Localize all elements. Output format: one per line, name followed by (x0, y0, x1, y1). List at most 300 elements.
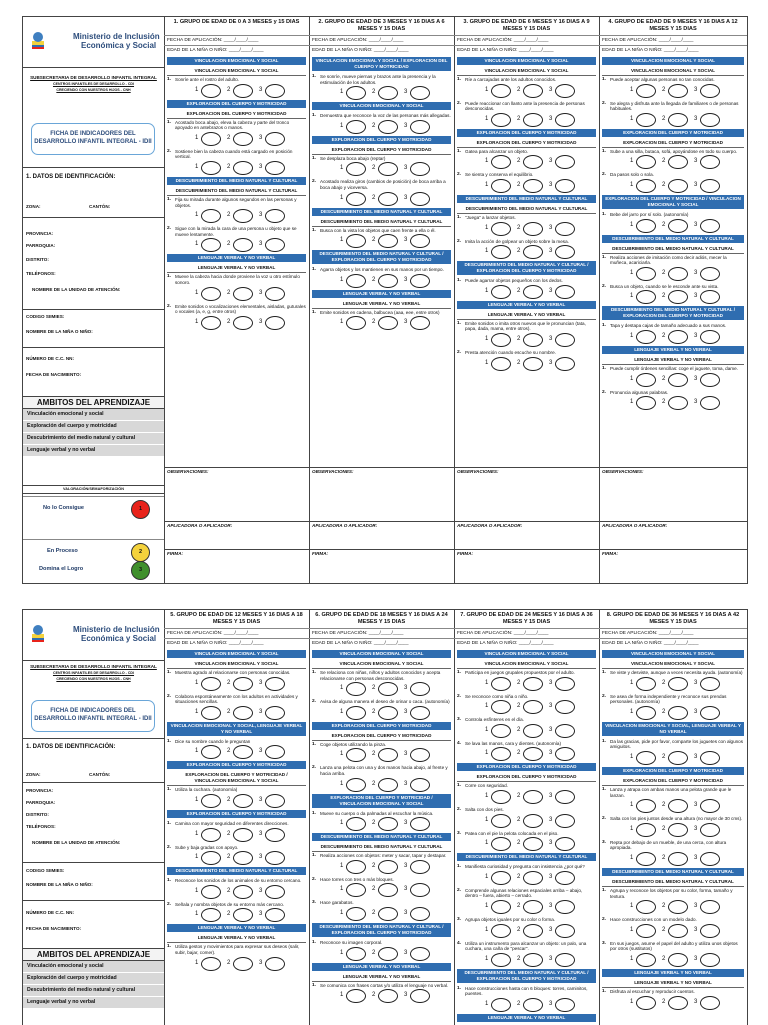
rating-circle[interactable] (201, 794, 221, 808)
fecha-aplicacion-field[interactable]: FECHA DE APLICACIÓN: ____/____/____ (309, 628, 454, 638)
rating-circle[interactable] (668, 267, 688, 281)
rating-options (457, 245, 596, 259)
rating-number: 2 (517, 158, 521, 165)
rating-circle[interactable] (265, 677, 285, 691)
rating-circle[interactable] (491, 222, 511, 236)
indicator-number: 2. (457, 100, 462, 106)
rating-circle[interactable] (491, 871, 511, 885)
fecha-aplicacion-field[interactable]: FECHA DE APLICACIÓN: ____/____/____ (599, 628, 747, 638)
rating-circle[interactable] (378, 86, 398, 100)
indicator-description: Bebe del jarro por sí solo. (autonomía) (610, 211, 689, 217)
rating-circle[interactable] (700, 751, 720, 765)
rating-circle[interactable] (636, 84, 656, 98)
observaciones-field[interactable]: OBSERVACIONES: (164, 467, 309, 520)
rating-circle[interactable] (410, 748, 430, 762)
rating-number: 2 (372, 685, 376, 692)
rating-circle[interactable] (523, 924, 543, 938)
rating-circle[interactable] (233, 745, 253, 759)
rating-number: 3 (549, 792, 553, 799)
rating-number: 3 (549, 181, 553, 188)
rating-circle[interactable] (636, 996, 656, 1010)
rating-circle[interactable] (523, 900, 543, 914)
edad-field[interactable]: EDAD DE LA NIÑA O NIÑO: ____/____/____ (599, 638, 747, 648)
rating-circle[interactable] (636, 113, 656, 127)
rating-circle[interactable] (491, 677, 511, 691)
rating-circle[interactable] (555, 998, 575, 1012)
rating-circle[interactable] (233, 132, 253, 146)
rating-circle[interactable] (346, 234, 366, 248)
rating-circle[interactable] (491, 84, 511, 98)
rating-circle[interactable] (668, 396, 688, 410)
rating-number: 1 (340, 276, 344, 283)
rating-circle[interactable] (668, 84, 688, 98)
firma-field[interactable]: FIRMA: (164, 549, 309, 582)
indicator-number: 2. (167, 901, 172, 907)
rating-circle[interactable] (410, 162, 430, 176)
firma-field[interactable]: FIRMA: (454, 549, 599, 582)
observaciones-field[interactable]: OBSERVACIONES: (599, 467, 747, 520)
observaciones-field[interactable]: OBSERVACIONES: (454, 467, 599, 520)
rating-circle[interactable] (668, 155, 688, 169)
rating-circle[interactable] (700, 706, 720, 720)
firma-field[interactable]: FIRMA: (309, 549, 454, 582)
rating-circle[interactable] (555, 222, 575, 236)
rating-circle[interactable] (265, 132, 285, 146)
rating-circle[interactable] (265, 957, 285, 971)
rating-circle[interactable] (491, 700, 511, 714)
rating-circle[interactable] (555, 724, 575, 738)
rating-circle[interactable] (265, 84, 285, 98)
rating-circle[interactable] (201, 957, 221, 971)
rating-circle[interactable] (491, 113, 511, 127)
rating-circle[interactable] (523, 155, 543, 169)
rating-circle[interactable] (700, 823, 720, 837)
rating-circle[interactable] (201, 132, 221, 146)
rating-circle[interactable] (700, 799, 720, 813)
rating-circle[interactable] (378, 907, 398, 921)
rating-number: 3 (549, 816, 553, 823)
rating-circle[interactable] (523, 179, 543, 193)
rating-circle[interactable] (410, 316, 430, 330)
rating-circle[interactable] (700, 155, 720, 169)
rating-circle[interactable] (201, 209, 221, 223)
edad-field[interactable]: EDAD DE LA NIÑA O NIÑO: ____/____/____ (309, 45, 454, 55)
fecha-aplicacion-field[interactable]: FECHA DE APLICACIÓN: ____/____/____ (454, 35, 599, 45)
rating-circle[interactable] (668, 219, 688, 233)
rating-circle[interactable] (636, 706, 656, 720)
rating-circle[interactable] (668, 677, 688, 691)
telefonos-label: TELÉFONOS: (26, 824, 56, 829)
rating-circle[interactable] (636, 373, 656, 387)
edad-field[interactable]: EDAD DE LA NIÑA O NIÑO: ____/____/____ (164, 638, 309, 648)
indicator-item (454, 740, 599, 762)
rating-circle[interactable] (378, 860, 398, 874)
aplicadora-field[interactable]: APLICADORA O APLICADOR: (309, 521, 454, 548)
rating-circle[interactable] (491, 357, 511, 371)
fecha-aplicacion-field[interactable]: FECHA DE APLICACIÓN: ____/____/____ (164, 35, 309, 45)
rating-circle[interactable] (636, 852, 656, 866)
rating-circle[interactable] (233, 84, 253, 98)
indicator-description: Utiliza gestos y movimientos para expresar sus deseos (salir, subir, bajar, comer). (175, 944, 300, 955)
rating-circle[interactable] (233, 706, 253, 720)
rating-circle[interactable] (233, 677, 253, 691)
rating-circle[interactable] (265, 238, 285, 252)
rating-circle[interactable] (346, 947, 366, 961)
rating-circle[interactable] (346, 817, 366, 831)
rating-circle[interactable] (700, 900, 720, 914)
rating-circle[interactable] (523, 953, 543, 967)
edad-field[interactable]: EDAD DE LA NIÑA O NIÑO: ____/____/____ (454, 45, 599, 55)
rating-circle[interactable] (636, 799, 656, 813)
rating-circle[interactable] (265, 828, 285, 842)
rating-circle[interactable] (346, 682, 366, 696)
rating-number: 3 (259, 318, 263, 325)
indicator-item (599, 365, 747, 387)
rating-circle[interactable] (700, 996, 720, 1010)
rating-circle[interactable] (201, 238, 221, 252)
rating-options (167, 851, 306, 865)
rating-circle[interactable] (523, 245, 543, 259)
rating-circle[interactable] (378, 947, 398, 961)
rating-circle[interactable] (346, 86, 366, 100)
rating-circle[interactable] (668, 953, 688, 967)
rating-circle[interactable] (410, 860, 430, 874)
rating-circle[interactable] (346, 748, 366, 762)
aplicadora-field[interactable]: APLICADORA O APLICADOR: (454, 521, 599, 548)
age-group-column (309, 17, 455, 583)
rating-circle[interactable] (201, 851, 221, 865)
rating-circle[interactable] (636, 751, 656, 765)
rating-circle[interactable] (346, 274, 366, 288)
rating-circle[interactable] (491, 837, 511, 851)
indicator-text (602, 366, 744, 372)
rating-circle[interactable] (201, 885, 221, 899)
rating-circle[interactable] (668, 706, 688, 720)
indicator-text (457, 986, 596, 997)
rating-circle[interactable] (233, 794, 253, 808)
rating-circle[interactable] (201, 677, 221, 691)
rating-circle[interactable] (636, 823, 656, 837)
rating-circle[interactable] (668, 290, 688, 304)
rating-circle[interactable] (491, 245, 511, 259)
indicator-number: 3. (457, 830, 462, 836)
rating-circle[interactable] (668, 852, 688, 866)
rating-circle[interactable] (491, 953, 511, 967)
rating-circle[interactable] (378, 989, 398, 1003)
rating-circle[interactable] (410, 706, 430, 720)
rating-circle[interactable] (491, 724, 511, 738)
rating-circle[interactable] (233, 238, 253, 252)
rating-circle[interactable] (555, 155, 575, 169)
rating-circle[interactable] (555, 924, 575, 938)
rating-circle[interactable] (378, 192, 398, 206)
rating-circle[interactable] (636, 396, 656, 410)
indicator-description: Emite sonidos o imita otros nuevos que le pronuncian (tata, papa, dada, mama, entre otros). (465, 320, 586, 332)
indicator-number: 2. (602, 816, 607, 822)
rating-circle[interactable] (523, 222, 543, 236)
rating-circle[interactable] (636, 290, 656, 304)
rating-circle[interactable] (668, 823, 688, 837)
rating-circle[interactable] (410, 274, 430, 288)
rating-circle[interactable] (201, 287, 221, 301)
edad-field[interactable]: EDAD DE LA NIÑA O NIÑO: ____/____/____ (309, 638, 454, 648)
rating-circle[interactable] (700, 396, 720, 410)
rating-circle[interactable] (668, 996, 688, 1010)
rating-circle[interactable] (491, 285, 511, 299)
indicator-description: Emite sonidos o vocalizaciones elementales, aisladas, guturales o vocales (a, e, g, entre otros) (175, 303, 306, 315)
rating-circle[interactable] (523, 357, 543, 371)
rating-circle[interactable] (636, 953, 656, 967)
rating-circle[interactable] (201, 84, 221, 98)
rating-circle[interactable] (555, 113, 575, 127)
rating-circle[interactable] (233, 316, 253, 330)
rating-circle[interactable] (700, 219, 720, 233)
rating-circle[interactable] (523, 700, 543, 714)
rating-circle[interactable] (491, 333, 511, 347)
rating-circle[interactable] (523, 871, 543, 885)
rating-circle[interactable] (265, 161, 285, 175)
rating-circle[interactable] (555, 333, 575, 347)
rating-circle[interactable] (265, 745, 285, 759)
rating-circle[interactable] (233, 851, 253, 865)
rating-circle[interactable] (346, 192, 366, 206)
rating-circle[interactable] (378, 748, 398, 762)
fecha-aplicacion-field[interactable]: FECHA DE APLICACIÓN: ____/____/____ (309, 35, 454, 45)
rating-circle[interactable] (265, 706, 285, 720)
edad-field[interactable]: EDAD DE LA NIÑA O NIÑO: ____/____/____ (599, 45, 747, 55)
rating-circle[interactable] (636, 155, 656, 169)
rating-circle[interactable] (636, 924, 656, 938)
rating-circle[interactable] (265, 794, 285, 808)
rating-circle[interactable] (265, 287, 285, 301)
rating-circle[interactable] (636, 900, 656, 914)
rating-circle[interactable] (233, 885, 253, 899)
rating-circle[interactable] (265, 851, 285, 865)
rating-number: 1 (485, 902, 489, 909)
rating-circle[interactable] (201, 908, 221, 922)
rating-circle[interactable] (233, 908, 253, 922)
rating-circle[interactable] (201, 161, 221, 175)
rating-circle[interactable] (378, 120, 398, 134)
area-header-bar: DESCUBRIMIENTO DEL MEDIO NATURAL Y CULTURAL (312, 208, 451, 216)
rating-circle[interactable] (410, 192, 430, 206)
area-header-bar: LENGUAJE VERBAL Y NO VERBAL (167, 924, 306, 932)
rating-options (602, 290, 744, 304)
rating-circle[interactable] (265, 908, 285, 922)
fecha-aplicacion-field[interactable]: FECHA DE APLICACIÓN: ____/____/____ (164, 628, 309, 638)
left-panel-1 (23, 17, 165, 583)
rating-circle[interactable] (555, 84, 575, 98)
rating-circle[interactable] (378, 682, 398, 696)
rating-circle[interactable] (668, 900, 688, 914)
rating-number: 1 (485, 86, 489, 93)
aplicadora-field[interactable]: APLICADORA O APLICADOR: (164, 521, 309, 548)
rating-circle[interactable] (410, 682, 430, 696)
rating-circle[interactable] (636, 219, 656, 233)
rating-circle[interactable] (265, 885, 285, 899)
aplicadora-field[interactable]: APLICADORA O APLICADOR: (599, 521, 747, 548)
rating-circle[interactable] (668, 330, 688, 344)
rating-circle[interactable] (636, 267, 656, 281)
rating-circle[interactable] (491, 790, 511, 804)
rating-circle[interactable] (523, 84, 543, 98)
rating-circle[interactable] (410, 778, 430, 792)
indicator-number: 1. (457, 670, 462, 675)
rating-circle[interactable] (668, 113, 688, 127)
rating-circle[interactable] (523, 285, 543, 299)
edad-field[interactable]: EDAD DE LA NIÑA O NIÑO: ____/____/____ (454, 638, 599, 648)
rating-circle[interactable] (346, 706, 366, 720)
rating-circle[interactable] (346, 162, 366, 176)
centros-label: CENTROS INFANTILES DE DESARROLLO - CDI (52, 671, 135, 675)
rating-circle[interactable] (346, 907, 366, 921)
rating-circle[interactable] (523, 998, 543, 1012)
rating-circle[interactable] (410, 947, 430, 961)
rating-circle[interactable] (265, 209, 285, 223)
centros-label: CENTROS INFANTILES DE DESARROLLO - CDI (52, 82, 135, 86)
rating-circle[interactable] (410, 989, 430, 1003)
rating-circle[interactable] (523, 837, 543, 851)
rating-circle[interactable] (410, 86, 430, 100)
rating-circle[interactable] (668, 751, 688, 765)
rating-circle[interactable] (378, 706, 398, 720)
indicator-number: 2. (457, 806, 462, 812)
rating-circle[interactable] (523, 814, 543, 828)
rating-circle[interactable] (346, 120, 366, 134)
rating-circle[interactable] (378, 883, 398, 897)
rating-circle[interactable] (523, 333, 543, 347)
rating-circle[interactable] (378, 817, 398, 831)
indicator-text (312, 853, 451, 859)
rating-number: 2 (372, 319, 376, 326)
rating-circle[interactable] (555, 677, 575, 691)
rating-circle[interactable] (265, 316, 285, 330)
rating-circle[interactable] (555, 179, 575, 193)
rating-circle[interactable] (346, 778, 366, 792)
rating-circle[interactable] (636, 330, 656, 344)
rating-circle[interactable] (700, 330, 720, 344)
edad-field[interactable]: EDAD DE LA NIÑA O NIÑO: ____/____/____ (164, 45, 309, 55)
rating-circle[interactable] (346, 860, 366, 874)
rating-circle[interactable] (346, 883, 366, 897)
rating-circle[interactable] (668, 373, 688, 387)
rating-number: 2 (227, 959, 231, 966)
rating-number: 3 (694, 679, 698, 686)
rating-circle[interactable] (700, 290, 720, 304)
rating-circle[interactable] (700, 852, 720, 866)
rating-circle[interactable] (491, 747, 511, 761)
area-subheader: EXPLORACION DEL CUERPO Y MOTRICIDAD (312, 146, 451, 155)
rating-circle[interactable] (700, 84, 720, 98)
rating-circle[interactable] (410, 907, 430, 921)
rating-circle[interactable] (700, 373, 720, 387)
rating-circle[interactable] (555, 837, 575, 851)
valoracion-label: VALORACIÓN/SEMAFORIZACIÓN (23, 485, 164, 494)
rating-circle[interactable] (378, 316, 398, 330)
firma-field[interactable]: FIRMA: (599, 549, 747, 582)
rating-circle[interactable] (491, 179, 511, 193)
rating-number: 1 (340, 992, 344, 999)
rating-circle[interactable] (201, 828, 221, 842)
rating-circle[interactable] (555, 700, 575, 714)
rating-circle[interactable] (410, 234, 430, 248)
fecha-aplicacion-field[interactable]: FECHA DE APLICACIÓN: ____/____/____ (599, 35, 747, 45)
rating-circle[interactable] (346, 316, 366, 330)
rating-circle[interactable] (410, 120, 430, 134)
indicator-item (454, 148, 599, 170)
fecha-aplicacion-field[interactable]: FECHA DE APLICACIÓN: ____/____/____ (454, 628, 599, 638)
rating-circle[interactable] (491, 900, 511, 914)
rating-circle[interactable] (668, 179, 688, 193)
rating-circle[interactable] (523, 790, 543, 804)
rating-circle[interactable] (201, 706, 221, 720)
rating-circle[interactable] (233, 161, 253, 175)
rating-circle[interactable] (555, 953, 575, 967)
rating-circle[interactable] (523, 113, 543, 127)
rating-circle[interactable] (555, 790, 575, 804)
rating-circle[interactable] (233, 209, 253, 223)
indicator-item (454, 238, 599, 260)
rating-circle[interactable] (491, 814, 511, 828)
indicator-item (454, 806, 599, 828)
rating-circle[interactable] (233, 287, 253, 301)
rating-circle[interactable] (491, 924, 511, 938)
rating-circle[interactable] (555, 245, 575, 259)
rating-circle[interactable] (410, 883, 430, 897)
rating-circle[interactable] (555, 814, 575, 828)
rating-circle[interactable] (491, 998, 511, 1012)
rating-circle[interactable] (378, 778, 398, 792)
rating-circle[interactable] (700, 113, 720, 127)
rating-circle[interactable] (410, 817, 430, 831)
indicator-description: Emite sonidos en cadena, balbucea (aaa, eee, entre otros) (320, 309, 440, 315)
ambito-row: Lenguaje verbal y no verbal (23, 997, 164, 1009)
rating-circle[interactable] (668, 924, 688, 938)
observaciones-field[interactable]: OBSERVACIONES: (309, 467, 454, 520)
rating-circle[interactable] (555, 285, 575, 299)
area-header-bar: EXPLORACION DEL CUERPO Y MOTRICIDAD (167, 810, 306, 818)
rating-circle[interactable] (523, 724, 543, 738)
rating-circle[interactable] (668, 799, 688, 813)
rating-circle[interactable] (700, 677, 720, 691)
rating-circle[interactable] (346, 989, 366, 1003)
rating-circle[interactable] (491, 155, 511, 169)
rating-circle[interactable] (523, 747, 543, 761)
rating-circle[interactable] (636, 179, 656, 193)
rating-circle[interactable] (378, 234, 398, 248)
rating-circle[interactable] (201, 745, 221, 759)
rating-circle[interactable] (378, 274, 398, 288)
indicator-text (312, 900, 451, 906)
rating-circle[interactable] (700, 924, 720, 938)
rating-circle[interactable] (201, 316, 221, 330)
rating-circle[interactable] (700, 953, 720, 967)
rating-circle[interactable] (700, 267, 720, 281)
rating-circle[interactable] (555, 900, 575, 914)
rating-circle[interactable] (233, 957, 253, 971)
rating-circle[interactable] (636, 677, 656, 691)
rating-circle[interactable] (523, 677, 543, 691)
rating-circle[interactable] (233, 828, 253, 842)
rating-circle[interactable] (555, 357, 575, 371)
rating-number: 2 (517, 792, 521, 799)
indicator-description: Se sienta y conserva el equilibrio. (465, 172, 534, 178)
rating-circle[interactable] (555, 871, 575, 885)
subsecretaria-label: SUBSECRETARIA DE DESARROLLO INFANTIL INTEGRAL (30, 75, 157, 80)
rating-circle[interactable] (700, 179, 720, 193)
rating-circle[interactable] (378, 162, 398, 176)
rating-circle[interactable] (555, 747, 575, 761)
